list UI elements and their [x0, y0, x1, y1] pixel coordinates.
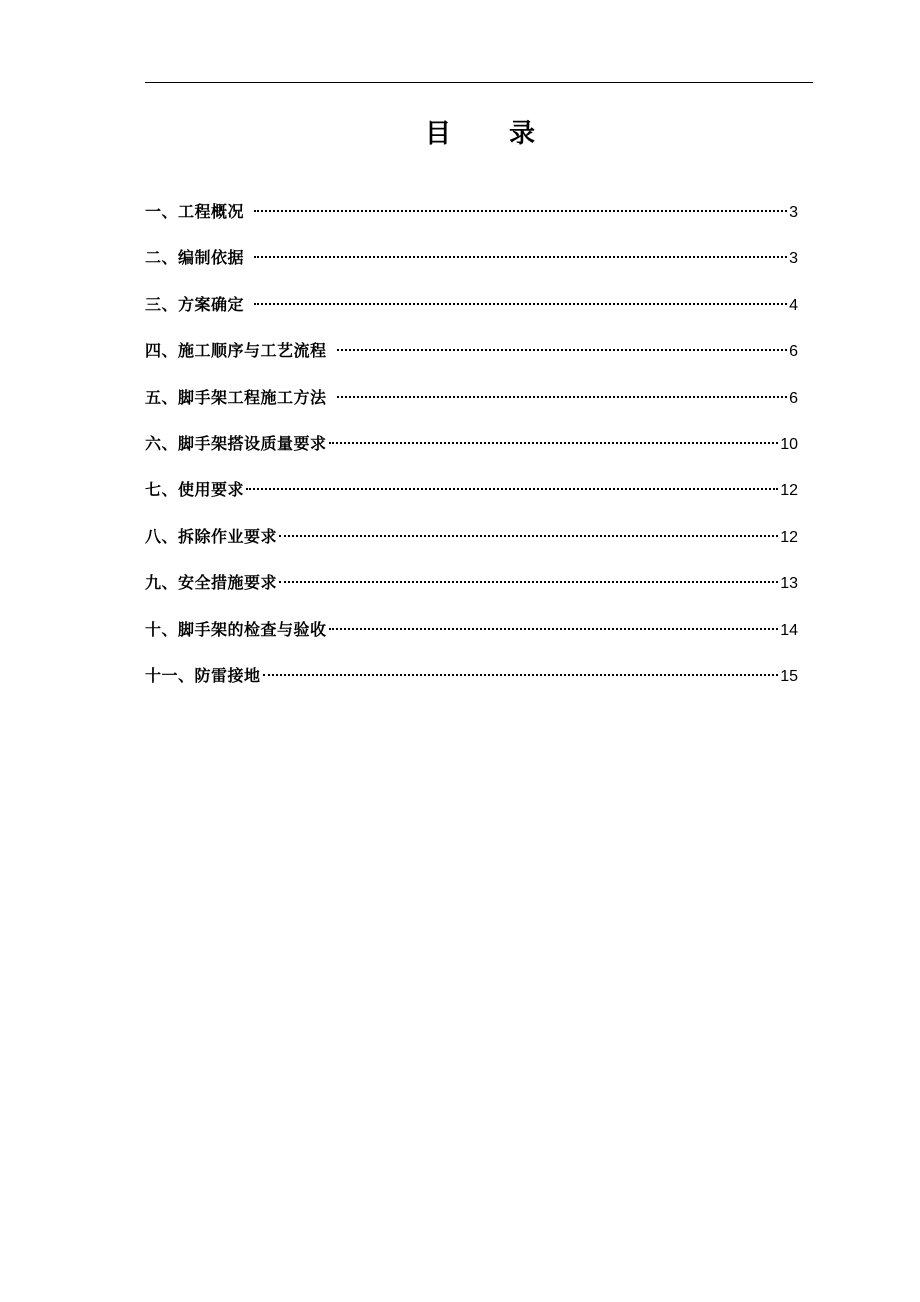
toc-entry[interactable]	[145, 380, 798, 426]
toc-entry-page: 15	[780, 667, 798, 685]
toc-entry-leader	[254, 210, 787, 212]
toc-entry[interactable]	[145, 426, 798, 472]
toc-entry-page: 3	[789, 204, 798, 221]
toc-entry[interactable]	[145, 612, 798, 658]
toc-entry[interactable]	[145, 519, 798, 565]
toc-entry-leader	[246, 488, 778, 490]
toc-entry[interactable]	[145, 565, 798, 611]
toc-entry-page: 4	[789, 296, 798, 314]
toc-entry-label: 四、施工顺序与工艺流程	[145, 341, 327, 361]
toc-entry-page: 13	[780, 575, 798, 593]
toc-entry-leader	[254, 303, 787, 305]
toc-entry[interactable]	[145, 240, 798, 286]
toc-entry[interactable]	[145, 333, 798, 379]
toc-entry-leader	[279, 535, 778, 537]
toc-entry-page: 6	[789, 389, 798, 407]
toc-entry-label: 九、安全措施要求	[145, 573, 278, 593]
toc-entry-page: 14	[780, 621, 798, 639]
toc-entry-leader	[337, 396, 788, 398]
toc-entry-label: 五、脚手架工程施工方法	[145, 387, 327, 407]
toc-entry-leader	[337, 349, 788, 351]
header-rule	[145, 82, 813, 83]
toc-entry-label: 十、脚手架的检查与验收	[145, 619, 327, 639]
toc-entry-page: 12	[780, 528, 798, 546]
toc-title: 目 录	[424, 119, 537, 149]
toc-entry-page: 12	[780, 482, 798, 500]
toc-entry-leader	[329, 628, 779, 630]
toc-entry[interactable]	[145, 472, 798, 518]
toc-entry-label: 十一、防雷接地	[145, 665, 261, 685]
toc-entry-label: 七、使用要求	[145, 480, 245, 500]
toc-entry-page: 6	[789, 343, 798, 361]
toc-entry[interactable]	[145, 194, 798, 240]
toc-entry-leader	[279, 581, 778, 583]
toc-entry-label: 八、拆除作业要求	[145, 526, 278, 546]
toc-entry-page: 10	[780, 435, 798, 453]
toc-entry[interactable]	[145, 658, 798, 704]
toc-entry-label: 一、工程概况	[145, 202, 245, 221]
toc-list	[145, 194, 798, 704]
toc-entry-leader	[329, 442, 779, 444]
toc-entry[interactable]	[145, 287, 798, 333]
toc-entry-label: 二、编制依据	[145, 248, 245, 268]
toc-entry-leader	[254, 256, 787, 258]
toc-entry-label: 六、脚手架搭设质量要求	[145, 433, 327, 453]
toc-entry-leader	[263, 674, 779, 676]
toc-entry-label: 三、方案确定	[145, 294, 245, 314]
toc-entry-page: 3	[789, 250, 798, 268]
